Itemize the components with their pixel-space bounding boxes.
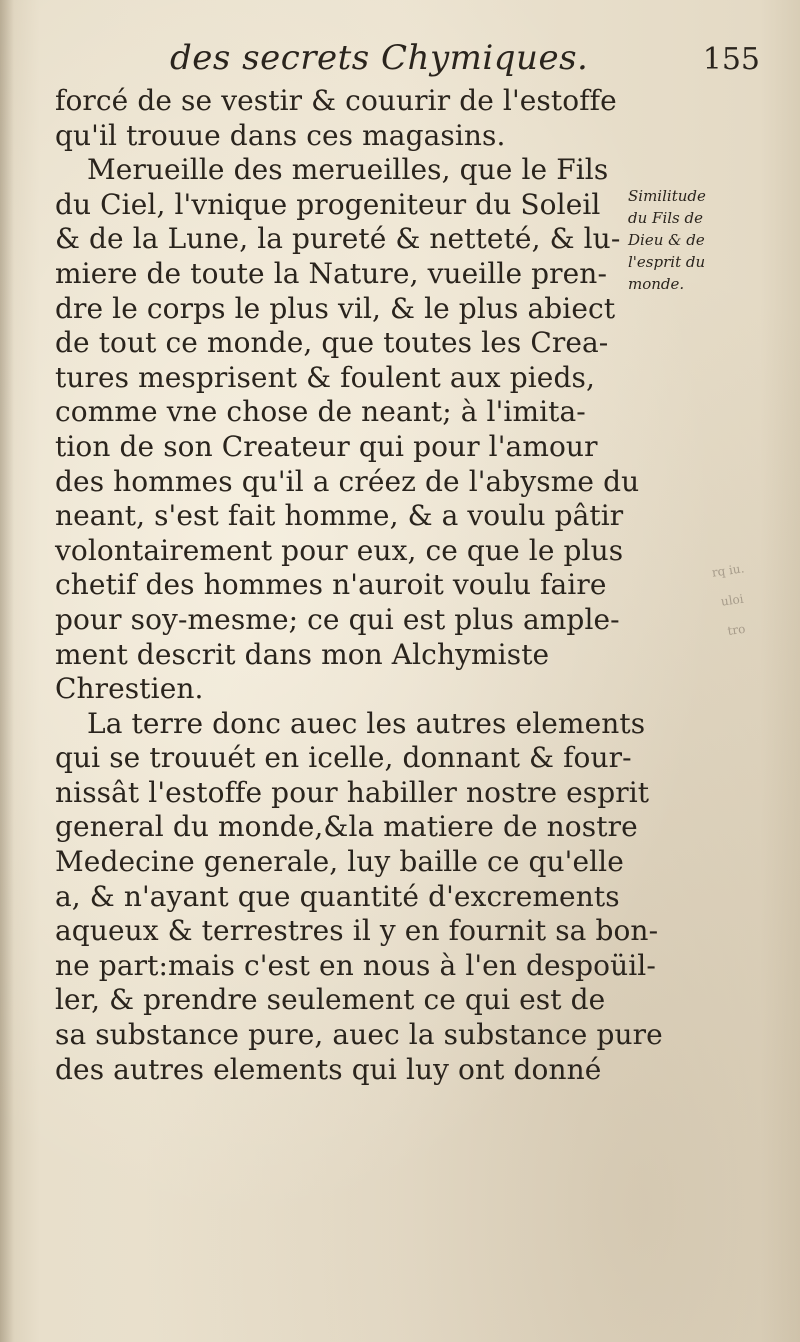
text-line: Merueille des merueilles, que le Fils: [87, 153, 609, 187]
text-line: forcé de se vestir & couurir de l'estoffe: [55, 84, 617, 117]
show-through-mark: uloi: [720, 591, 745, 609]
show-through-text: [691, 551, 778, 689]
text-line: tion de son Createur qui pour l'amour: [55, 429, 598, 463]
text-line: qu'il trouue dans ces magasins.: [55, 118, 506, 152]
show-through-mark: rq iu.: [710, 561, 746, 580]
text-line: general du monde,&la matiere de nostre: [55, 810, 638, 844]
page-number: 155: [702, 42, 760, 77]
margin-note-line: Dieu & de: [628, 231, 705, 249]
text-line: ment descrit dans mon Alchymiste: [55, 637, 550, 671]
text-line: sa substance pure, auec la substance pure: [55, 1018, 663, 1052]
text-line: Medecine generale, luy baille ce qu'elle: [55, 845, 624, 879]
text-line: & de la Lune, la pureté & netteté, & lu-: [55, 222, 621, 256]
text-line: neant, s'est fait homme, & a voulu pâtir: [55, 499, 624, 533]
text-line: La terre donc auec les autres elements: [87, 706, 646, 740]
page-header: [150, 38, 760, 78]
text-line: de tout ce monde, que toutes les Crea-: [55, 326, 609, 360]
text-line: chetif des hommes n'auroit voulu faire: [55, 568, 607, 602]
running-title: des secrets Chymiques.: [170, 38, 589, 78]
text-line: dre le corps le plus vil, & le plus abiect: [55, 291, 616, 325]
margin-note-line: l'esprit du: [628, 253, 706, 271]
text-line: nissât l'estoffe pour habiller nostre esprit: [55, 775, 650, 809]
text-line: Chrestien.: [55, 672, 204, 706]
page-gutter-shadow: [0, 0, 14, 1342]
text-line: tures mesprisent & foulent aux pieds,: [55, 360, 595, 394]
text-line: qui se trouuét en icelle, donnant & four-: [55, 741, 632, 775]
margin-note-line: Similitude: [628, 187, 706, 205]
show-through-mark: tro: [726, 621, 747, 639]
text-line: volontairement pour eux, ce que le plus: [55, 533, 624, 567]
text-line: a, & n'ayant que quantité d'excrements: [55, 879, 620, 913]
text-line: ler, & prendre seulement ce qui est de: [55, 983, 606, 1017]
text-line: ne part:mais c'est en nous à l'en despoüil-: [55, 948, 656, 982]
text-line: des hommes qu'il a créez de l'abysme du: [55, 464, 640, 498]
body-text: [55, 84, 663, 1087]
text-line: comme vne chose de neant; à l'imita-: [55, 395, 586, 429]
text-line: des autres elements qui luy ont donné: [55, 1052, 602, 1086]
text-line: aqueux & terrestres il y en fournit sa bon-: [55, 914, 659, 948]
text-line: du Ciel, l'vnique progeniteur du Soleil: [55, 187, 601, 221]
margin-note: [628, 185, 798, 295]
text-line: pour soy-mesme; ce qui est plus ample-: [55, 602, 620, 636]
text-line: miere de toute la Nature, vueille pren-: [55, 256, 608, 290]
margin-note-line: monde.: [628, 275, 685, 293]
margin-note-line: du Fils de: [628, 209, 703, 227]
